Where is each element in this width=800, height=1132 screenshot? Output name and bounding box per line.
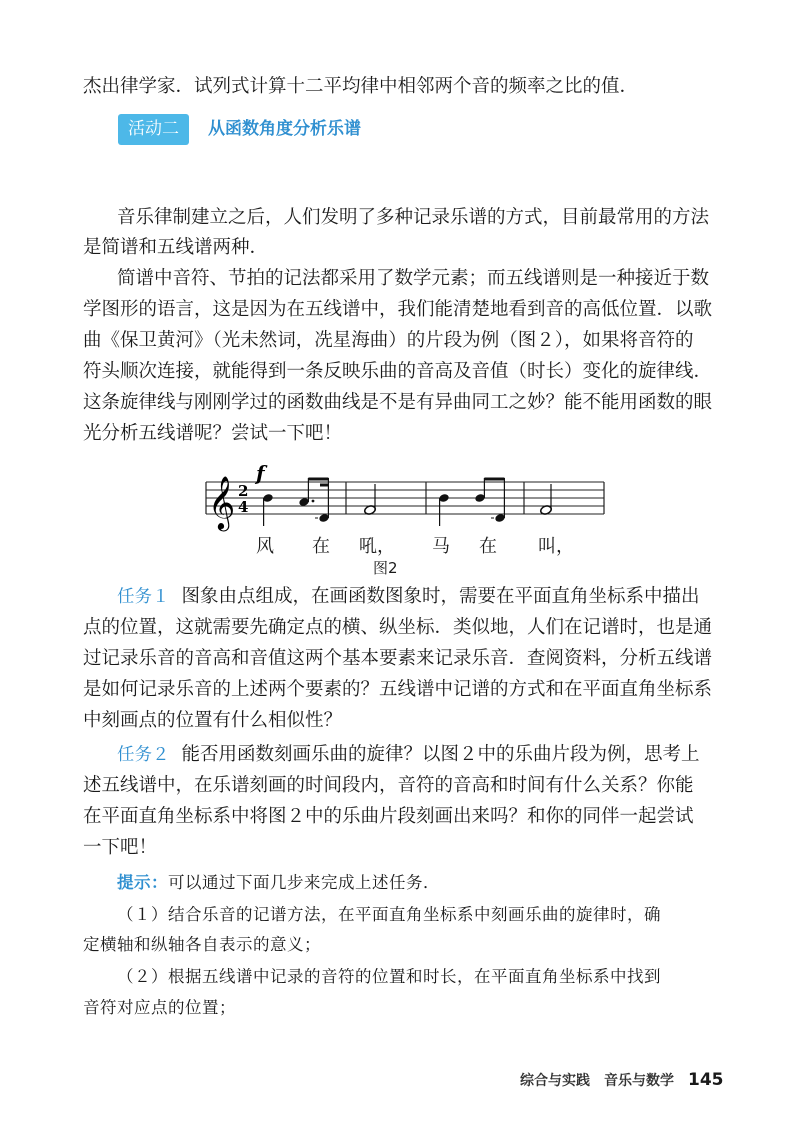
page-number: 145 (688, 1070, 724, 1090)
hint-step: 音符对应点的位置； (83, 998, 236, 1017)
note-quarter (262, 493, 273, 526)
lyric-syllable: 马 (432, 536, 450, 557)
lyric-syllable: 在 (479, 536, 497, 557)
dynamic-forte-mark: f (256, 461, 265, 485)
hint-step: 定横轴和纵轴各自表示的意义； (83, 935, 321, 954)
lyric-syllable: 风 (256, 536, 274, 557)
hint-step: （１）结合乐音的记谱方法，在平面直角坐标系中刻画乐曲的旋律时，确 (117, 905, 661, 924)
hint-line (117, 868, 723, 898)
task-2-text: 能否用函数刻画乐曲的旋律？以图２中的乐曲片段为例，思考上 (181, 744, 700, 765)
task-2-line (117, 740, 723, 770)
activity-title: 从函数角度分析乐谱 (208, 119, 361, 139)
paragraph-line: 音乐律制建立之后，人们发明了多种记录乐谱的方式，目前最常用的方法 (117, 207, 710, 228)
task-2-label: 任务２ (117, 745, 170, 765)
figure-caption: 图2 (373, 559, 398, 577)
paragraph-line: 简谱中音符、节拍的记法都采用了数学元素；而五线谱则是一种接近于数 (117, 268, 710, 289)
time-signature-bottom: 4 (238, 498, 249, 516)
paragraph-line: 点的位置，这就需要先确定点的横、纵坐标．类似地，人们在记谱时，也是通 (83, 617, 713, 638)
paragraph-line: 这条旋律线与刚刚学过的函数曲线是不是有异曲同工之妙？能不能用函数的眼 (83, 392, 713, 413)
activity-badge: 活动二 (118, 114, 189, 145)
hint-text: 可以通过下面几步来完成上述任务． (168, 873, 440, 892)
paragraph-line: 学图形的语言，这是因为在五线谱中，我们能清楚地看到音的高低位置．以歌 (83, 299, 713, 320)
paragraph-line: 是如何记录乐音的上述两个要素的？五线谱中记谱的方式和在平面直角坐标系 (83, 679, 713, 700)
lyric-syllable: 在 (312, 536, 330, 557)
note-half (364, 484, 377, 515)
paragraph-line: 光分析五线谱呢？尝试一下吧！ (83, 423, 343, 444)
note-half (540, 484, 553, 515)
paragraph-line: 述五线谱中，在乐谱刻画的时间段内，音符的音高和时间有什么关系？你能 (83, 775, 694, 796)
hint-step: （２）根据五线谱中记录的音符的位置和时长，在平面直角坐标系中找到 (117, 967, 661, 986)
paragraph-line: 一下吧！ (83, 837, 158, 858)
paragraph-line: 过记录乐音的音高和音值这两个基本要素来记录乐音．查阅资料，分析五线谱 (83, 648, 713, 669)
footer-section-label: 综合与实践 音乐与数学 (520, 1073, 674, 1089)
paragraph-line: 在平面直角坐标系中将图２中的乐曲片段刻画出来吗？和你的同伴一起尝试 (83, 806, 694, 827)
lyric-syllable: 吼， (359, 536, 395, 557)
paragraph-line: 曲《保卫黄河》（光未然词，冼星海曲）的片段为例（图２），如果将音符的 (83, 330, 694, 351)
paragraph-line: 杰出律学家．试列式计算十二平均律中相邻两个音的频率之比的值． (83, 76, 639, 97)
task-1-line (117, 582, 723, 612)
paragraph-line: 符头顺次连接，就能得到一条反映乐曲的音高及音值（时长）变化的旋律线． (83, 361, 713, 382)
task-1-label: 任务１ (117, 587, 170, 607)
lyric-syllable: 叫， (538, 536, 574, 557)
paragraph-line: 中刻画点的位置有什么相似性？ (83, 710, 343, 731)
paragraph-line: 是简谱和五线谱两种． (83, 237, 269, 258)
task-1-text: 图象由点组成，在画函数图象时，需要在平面直角坐标系中描出 (181, 586, 700, 607)
note-quarter (438, 493, 449, 526)
time-signature-top: 2 (238, 482, 249, 500)
treble-clef-icon: 𝄞 (208, 475, 236, 529)
hint-label: 提示： (117, 873, 168, 892)
note-eighth (491, 478, 506, 523)
